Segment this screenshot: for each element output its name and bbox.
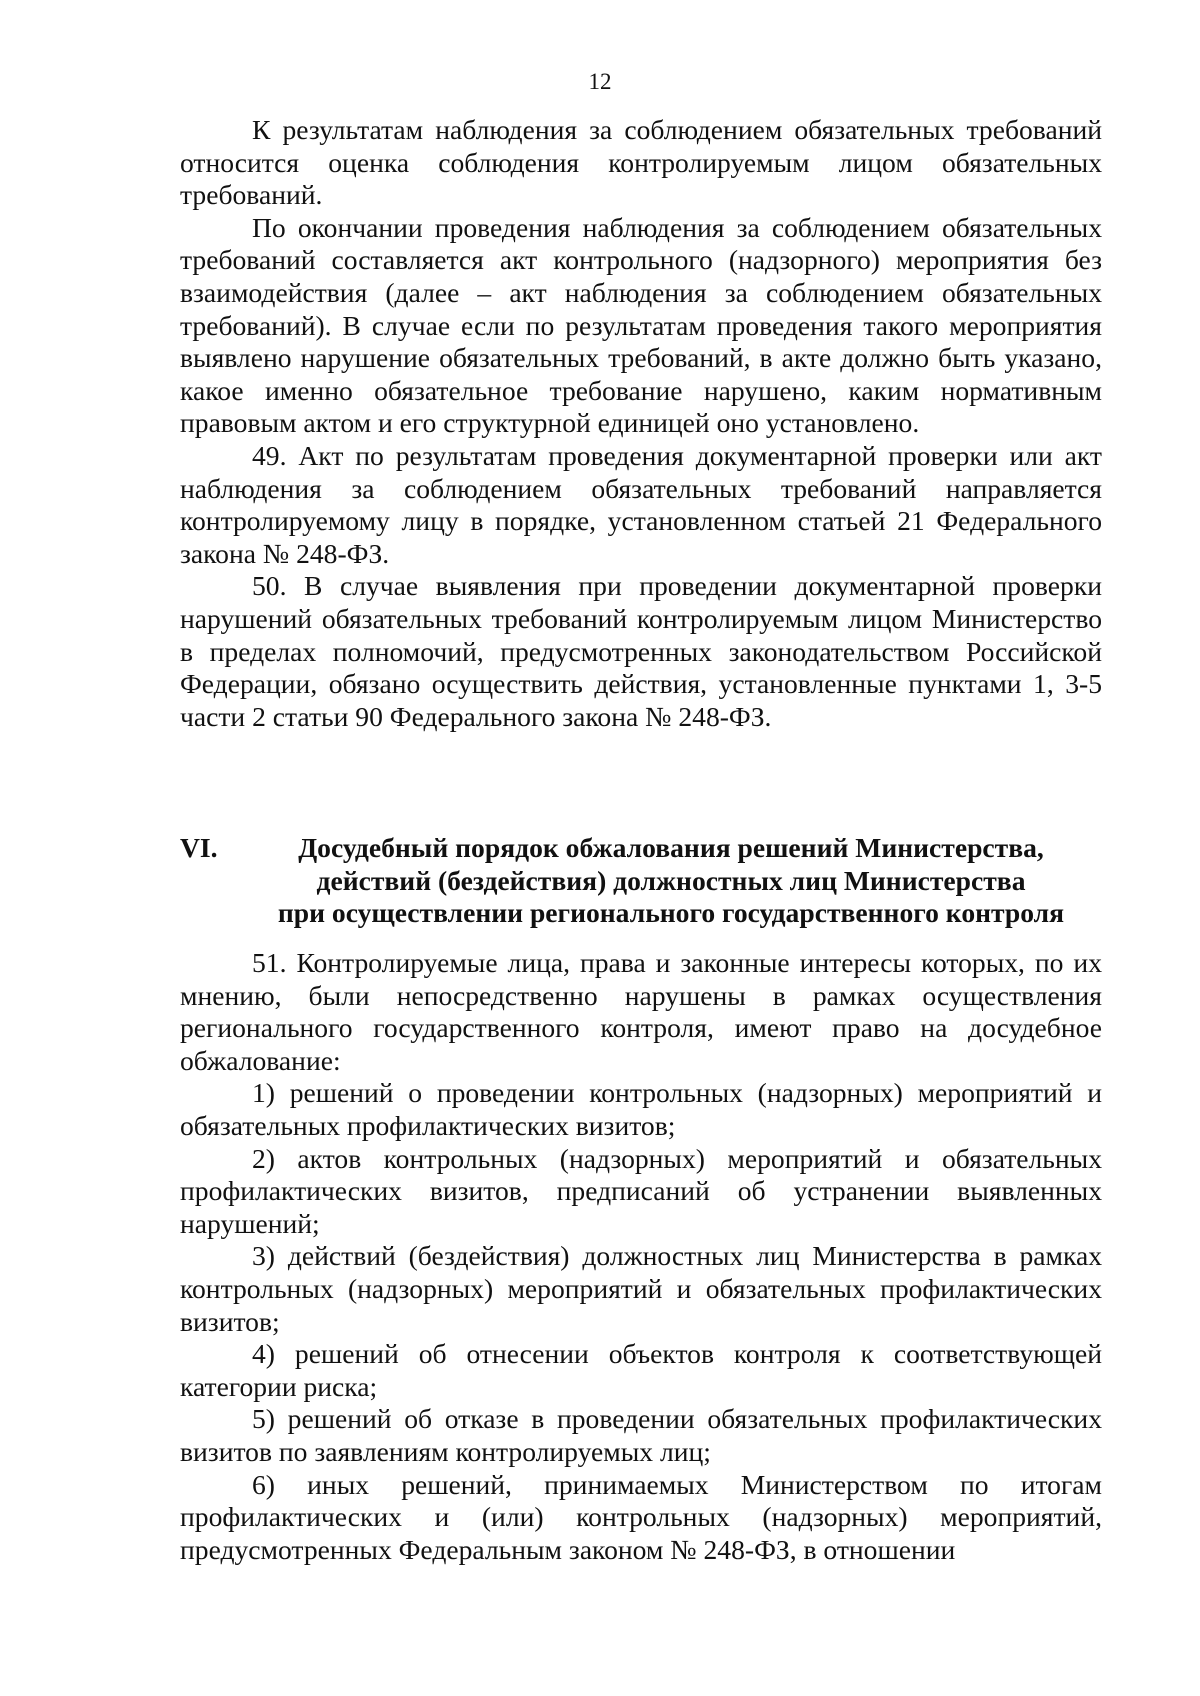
- list-item-2: 2) актов контрольных (надзорных) мероприятий и обязательных профилактических визитов, предписаний об устранении выявленных нарушений;: [180, 1142, 1102, 1239]
- section-number: VI.: [180, 832, 218, 863]
- section-heading: [180, 832, 1102, 930]
- section-title: [240, 832, 1102, 930]
- body-text-top: [180, 114, 1102, 733]
- paragraph-item-51: 51. Контролируемые лица, права и законные интересы которых, по их мнению, были непосредственно нарушены в рамках осуществления регионального государственного контроля, имеют право на досудебное обжалование:: [180, 947, 1102, 1076]
- list-item-5: 5) решений об отказе в проведении обязательных профилактических визитов по заявлениям контролируемых лиц;: [180, 1403, 1102, 1467]
- paragraph-item-49: 49. Акт по результатам проведения документарной проверки или акт наблюдения за соблюдением обязательных требований направляется контролируемому лицу в порядке, установленном статьей 21 Федерального закона № 248-ФЗ.: [180, 439, 1102, 569]
- paragraph-observation-results: К результатам наблюдения за соблюдением обязательных требований относится оценка соблюдения контролируемым лицом обязательных требований.: [180, 114, 1102, 211]
- list-item-6: 6) иных решений, принимаемых Министерством по итогам профилактических и (или) контрольных (надзорных) мероприятий, предусмотренных Федеральным законом № 248-ФЗ, в отношении: [180, 1468, 1102, 1565]
- body-text-bottom: [180, 947, 1102, 1566]
- list-item-1: 1) решений о проведении контрольных (надзорных) мероприятий и обязательных профилактических визитов;: [180, 1077, 1102, 1141]
- paragraph-observation-act: По окончании проведения наблюдения за соблюдением обязательных требований составляется акт контрольного (надзорного) мероприятия без взаимодействия (далее – акт наблюдения за соблюдением обязательных требований). В случае если по результатам проведения такого мероприятия выявлено нарушение обязательных требований, в акте должно быть указано, какое именно обязательное требование нарушено, каким нормативным правовым актом и его структурной единицей оно установлено.: [180, 211, 1102, 439]
- page-number: 12: [588, 69, 612, 94]
- list-item-3: 3) действий (бездействия) должностных лиц Министерства в рамках контрольных (надзорных) мероприятий и обязательных профилактических визитов;: [180, 1240, 1102, 1337]
- section-title-line: Досудебный порядок обжалования решений Министерства,: [298, 832, 1044, 863]
- list-item-4: 4) решений об отнесении объектов контроля к соответствующей категории риска;: [180, 1338, 1102, 1402]
- paragraph-item-50: 50. В случае выявления при проведении документарной проверки нарушений обязательных требований контролируемым лицом Министерство в пределах полномочий, предусмотренных законодательством Российской Федерации, обязано осуществить действия, установленные пунктами 1, 3-5 части 2 статьи 90 Федерального закона № 248-ФЗ.: [180, 570, 1102, 732]
- section-title-line: действий (бездействия) должностных лиц Министерства: [316, 864, 1026, 896]
- section-title-line: при осуществлении регионального государственного контроля: [277, 897, 1065, 929]
